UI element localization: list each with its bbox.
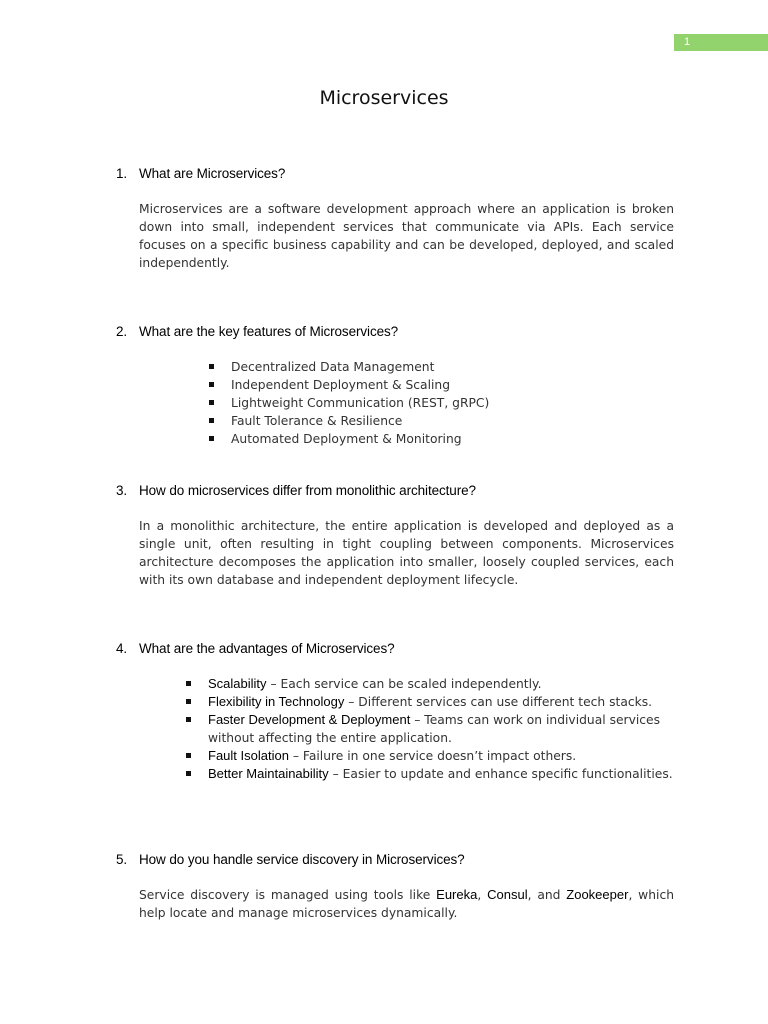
list-item: Flexibility in Technology – Different services can use different tech stacks. — [186, 693, 676, 711]
list-item: Fault Tolerance & Resilience — [209, 412, 489, 430]
list-item: Decentralized Data Management — [209, 358, 489, 376]
list-item: Faster Development & Deployment – Teams can work on individual services without affecting the entire application. — [186, 711, 676, 747]
answer-paragraph-5: Service discovery is managed using tools like Eureka, Consul, and Zookeeper, which help locate and manage microservices dynamically. — [139, 887, 674, 920]
page-number-badge: 1 — [674, 34, 768, 51]
square-bullet-icon — [186, 753, 191, 758]
features-list — [209, 358, 489, 448]
question-number: 3. — [116, 483, 128, 498]
question-text: What are the key features of Microservices? — [139, 324, 399, 339]
question-heading-5 — [116, 852, 465, 867]
square-bullet-icon — [186, 699, 191, 704]
question-heading-4 — [116, 641, 395, 656]
question-text: What are Microservices? — [139, 166, 286, 181]
question-heading-1 — [116, 166, 285, 181]
list-item: Automated Deployment & Monitoring — [209, 430, 489, 448]
question-number: 2. — [116, 324, 128, 339]
question-heading-2 — [116, 324, 398, 339]
square-bullet-icon — [209, 418, 214, 423]
square-bullet-icon — [209, 364, 214, 369]
question-number: 4. — [116, 641, 128, 656]
answer-paragraph-1: Microservices are a software development approach where an application is broken down into small, independent services that communicate via APIs. Each service focuses on a specific business capability and can be developed, deployed, and scaled independently. — [139, 202, 674, 270]
page-title: Microservices — [319, 87, 449, 109]
advantages-list — [186, 675, 676, 783]
list-item: Lightweight Communication (REST, gRPC) — [209, 394, 489, 412]
question-text: What are the advantages of Microservices? — [139, 641, 395, 656]
question-text: How do you handle service discovery in Microservices? — [139, 852, 465, 867]
square-bullet-icon — [209, 382, 214, 387]
list-item: Scalability – Each service can be scaled independently. — [186, 675, 676, 693]
answer-paragraph-3: In a monolithic architecture, the entire application is developed and deployed as a single unit, often resulting in tight coupling between components. Microservices architecture decomposes the application into smaller, loosely coupled services, each with its own database and independent deployment lifecycle. — [139, 519, 674, 587]
list-item: Independent Deployment & Scaling — [209, 376, 489, 394]
question-heading-3 — [116, 483, 476, 498]
question-number: 1. — [116, 166, 128, 181]
question-number: 5. — [116, 852, 128, 867]
square-bullet-icon — [209, 400, 214, 405]
square-bullet-icon — [186, 717, 191, 722]
list-item: Fault Isolation – Failure in one service doesn’t impact others. — [186, 747, 676, 765]
list-item: Better Maintainability – Easier to update and enhance specific functionalities. — [186, 765, 676, 783]
question-text: How do microservices differ from monolithic architecture? — [139, 483, 476, 498]
square-bullet-icon — [209, 436, 214, 441]
square-bullet-icon — [186, 681, 191, 686]
square-bullet-icon — [186, 771, 191, 776]
